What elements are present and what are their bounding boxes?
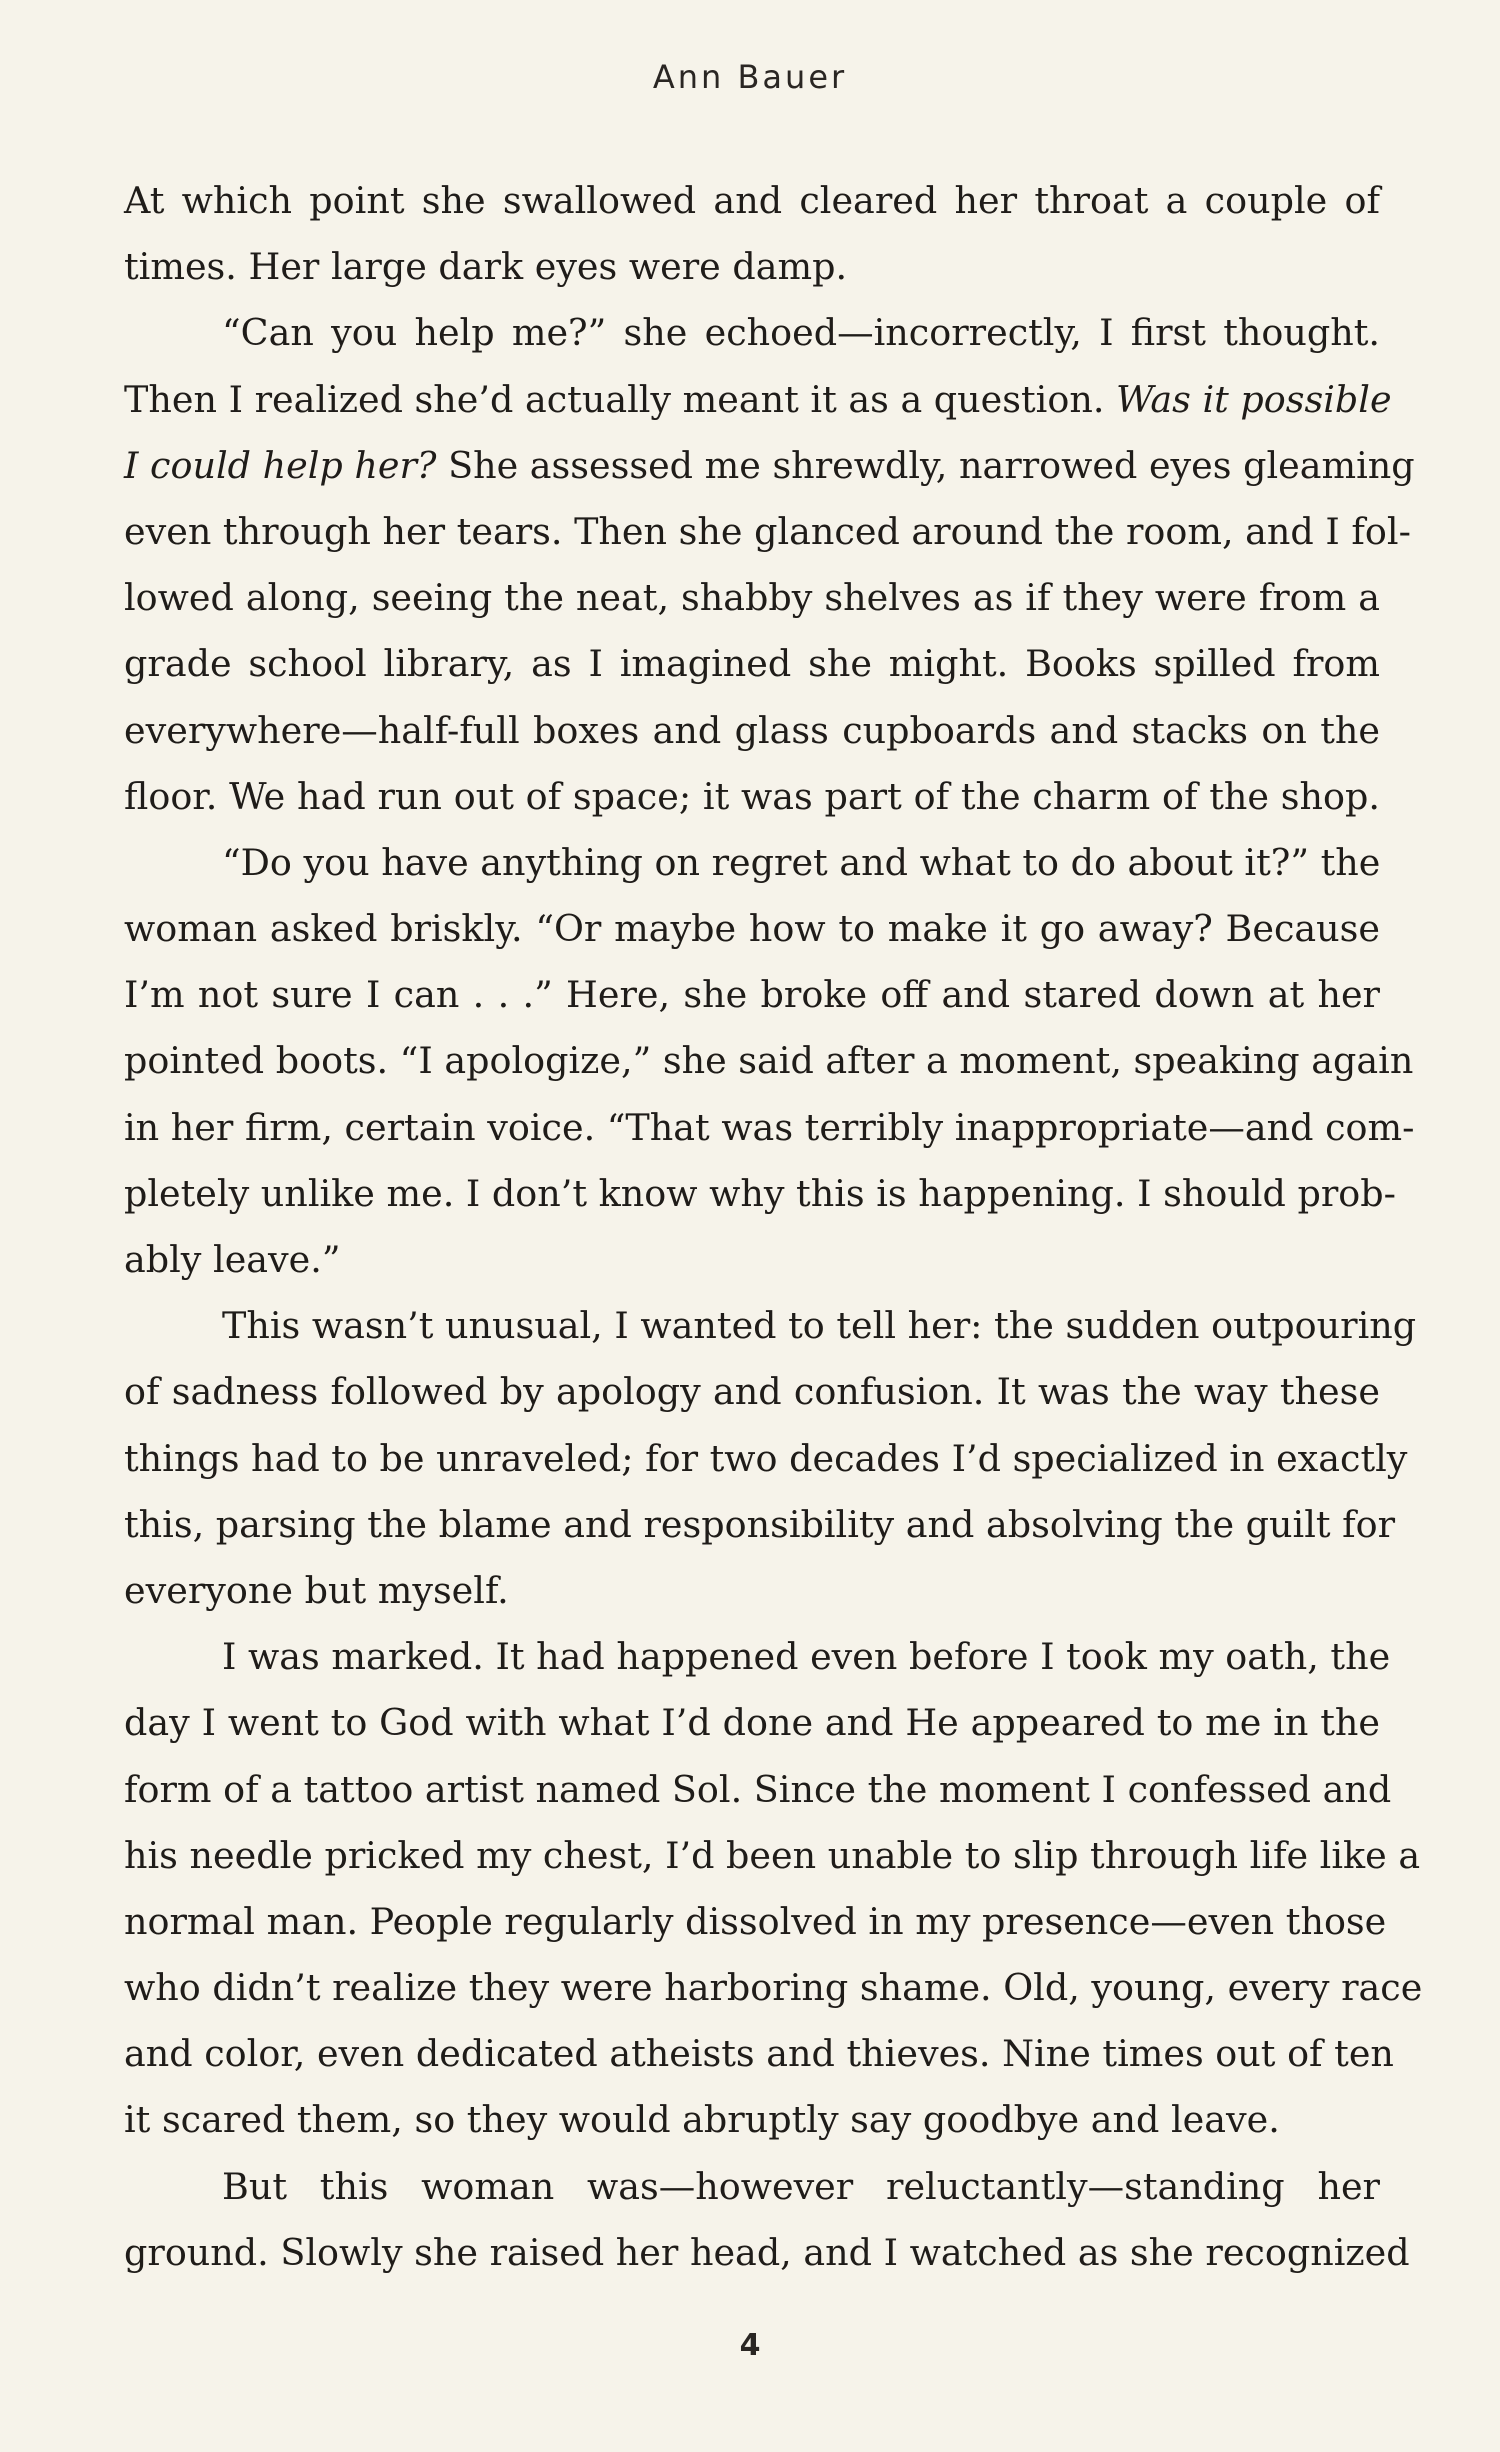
text-line: lowed along, seeing the neat, shabby shelves as if they were from a xyxy=(124,576,1380,620)
text-line: At which point she swallowed and cleared her throat a couple of xyxy=(124,179,1380,222)
text-line: This wasn’t unusual, I wanted to tell her: the sudden outpouring xyxy=(222,1304,1417,1348)
text-line: floor. We had run out of space; it was part of the charm of the shop. xyxy=(124,774,1380,818)
text-line: things had to be unraveled; for two decades I’d specialized in exactly xyxy=(124,1436,1408,1480)
body-text xyxy=(124,168,1423,2286)
text-line: times. Her large dark eyes were damp. xyxy=(124,245,848,289)
text-line: even through her tears. Then she glanced around the room, and I fol- xyxy=(124,509,1411,553)
text-line: “Do you have anything on regret and what to do about it?” the xyxy=(222,840,1381,884)
text-line: woman asked briskly. “Or maybe how to make it go away? Because xyxy=(124,907,1380,951)
text-line: ably leave.” xyxy=(124,1238,341,1281)
text-line: But this woman was—however reluctantly—standing her xyxy=(222,2164,1380,2208)
text-line: his needle pricked my chest, I’d been unable to slip through life like a xyxy=(124,1833,1421,1877)
text-line: I could help her? She assessed me shrewdly, narrowed eyes gleaming xyxy=(124,443,1415,487)
text-line: of sadness followed by apology and confusion. It was the way these xyxy=(124,1370,1380,1414)
text-line: form of a tattoo artist named Sol. Since the moment I confessed and xyxy=(124,1767,1392,1811)
text-line: grade school library, as I imagined she might. Books spilled from xyxy=(124,642,1380,686)
page-number: 4 xyxy=(739,2328,761,2363)
text-line: pointed boots. “I apologize,” she said after a moment, speaking again xyxy=(124,1039,1414,1083)
text-line: everywhere—half-full boxes and glass cupboards and stacks on the xyxy=(124,708,1380,752)
text-line: normal man. People regularly dissolved in my presence—even those xyxy=(124,1899,1387,1943)
text-line: “Can you help me?” she echoed—incorrectly, I first thought. xyxy=(222,311,1380,355)
text-line: in her firm, certain voice. “That was terribly inappropriate—and com- xyxy=(124,1105,1415,1149)
text-line: who didn’t realize they were harboring shame. Old, young, every race xyxy=(124,1966,1423,2010)
text-line: ground. Slowly she raised her head, and I watched as she recognized xyxy=(124,2230,1410,2274)
text-line: Then I realized she’d actually meant it as a question. Was it possible xyxy=(124,377,1392,421)
text-line: it scared them, so they would abruptly say goodbye and leave. xyxy=(124,2098,1280,2142)
text-line: I’m not sure I can . . .” Here, she broke off and stared down at her xyxy=(124,973,1380,1017)
text-line: pletely unlike me. I don’t know why this is happening. I should prob- xyxy=(124,1171,1396,1215)
text-line: day I went to God with what I’d done and He appeared to me in the xyxy=(124,1701,1380,1745)
running-head: Ann Bauer xyxy=(652,58,848,96)
text-line: I was marked. It had happened even before I took my oath, the xyxy=(222,1635,1391,1679)
text-line: everyone but myself. xyxy=(124,1568,509,1612)
text-line: and color, even dedicated atheists and thieves. Nine times out of ten xyxy=(124,2032,1394,2076)
text-line: this, parsing the blame and responsibility and absolving the guilt for xyxy=(124,1502,1396,1546)
